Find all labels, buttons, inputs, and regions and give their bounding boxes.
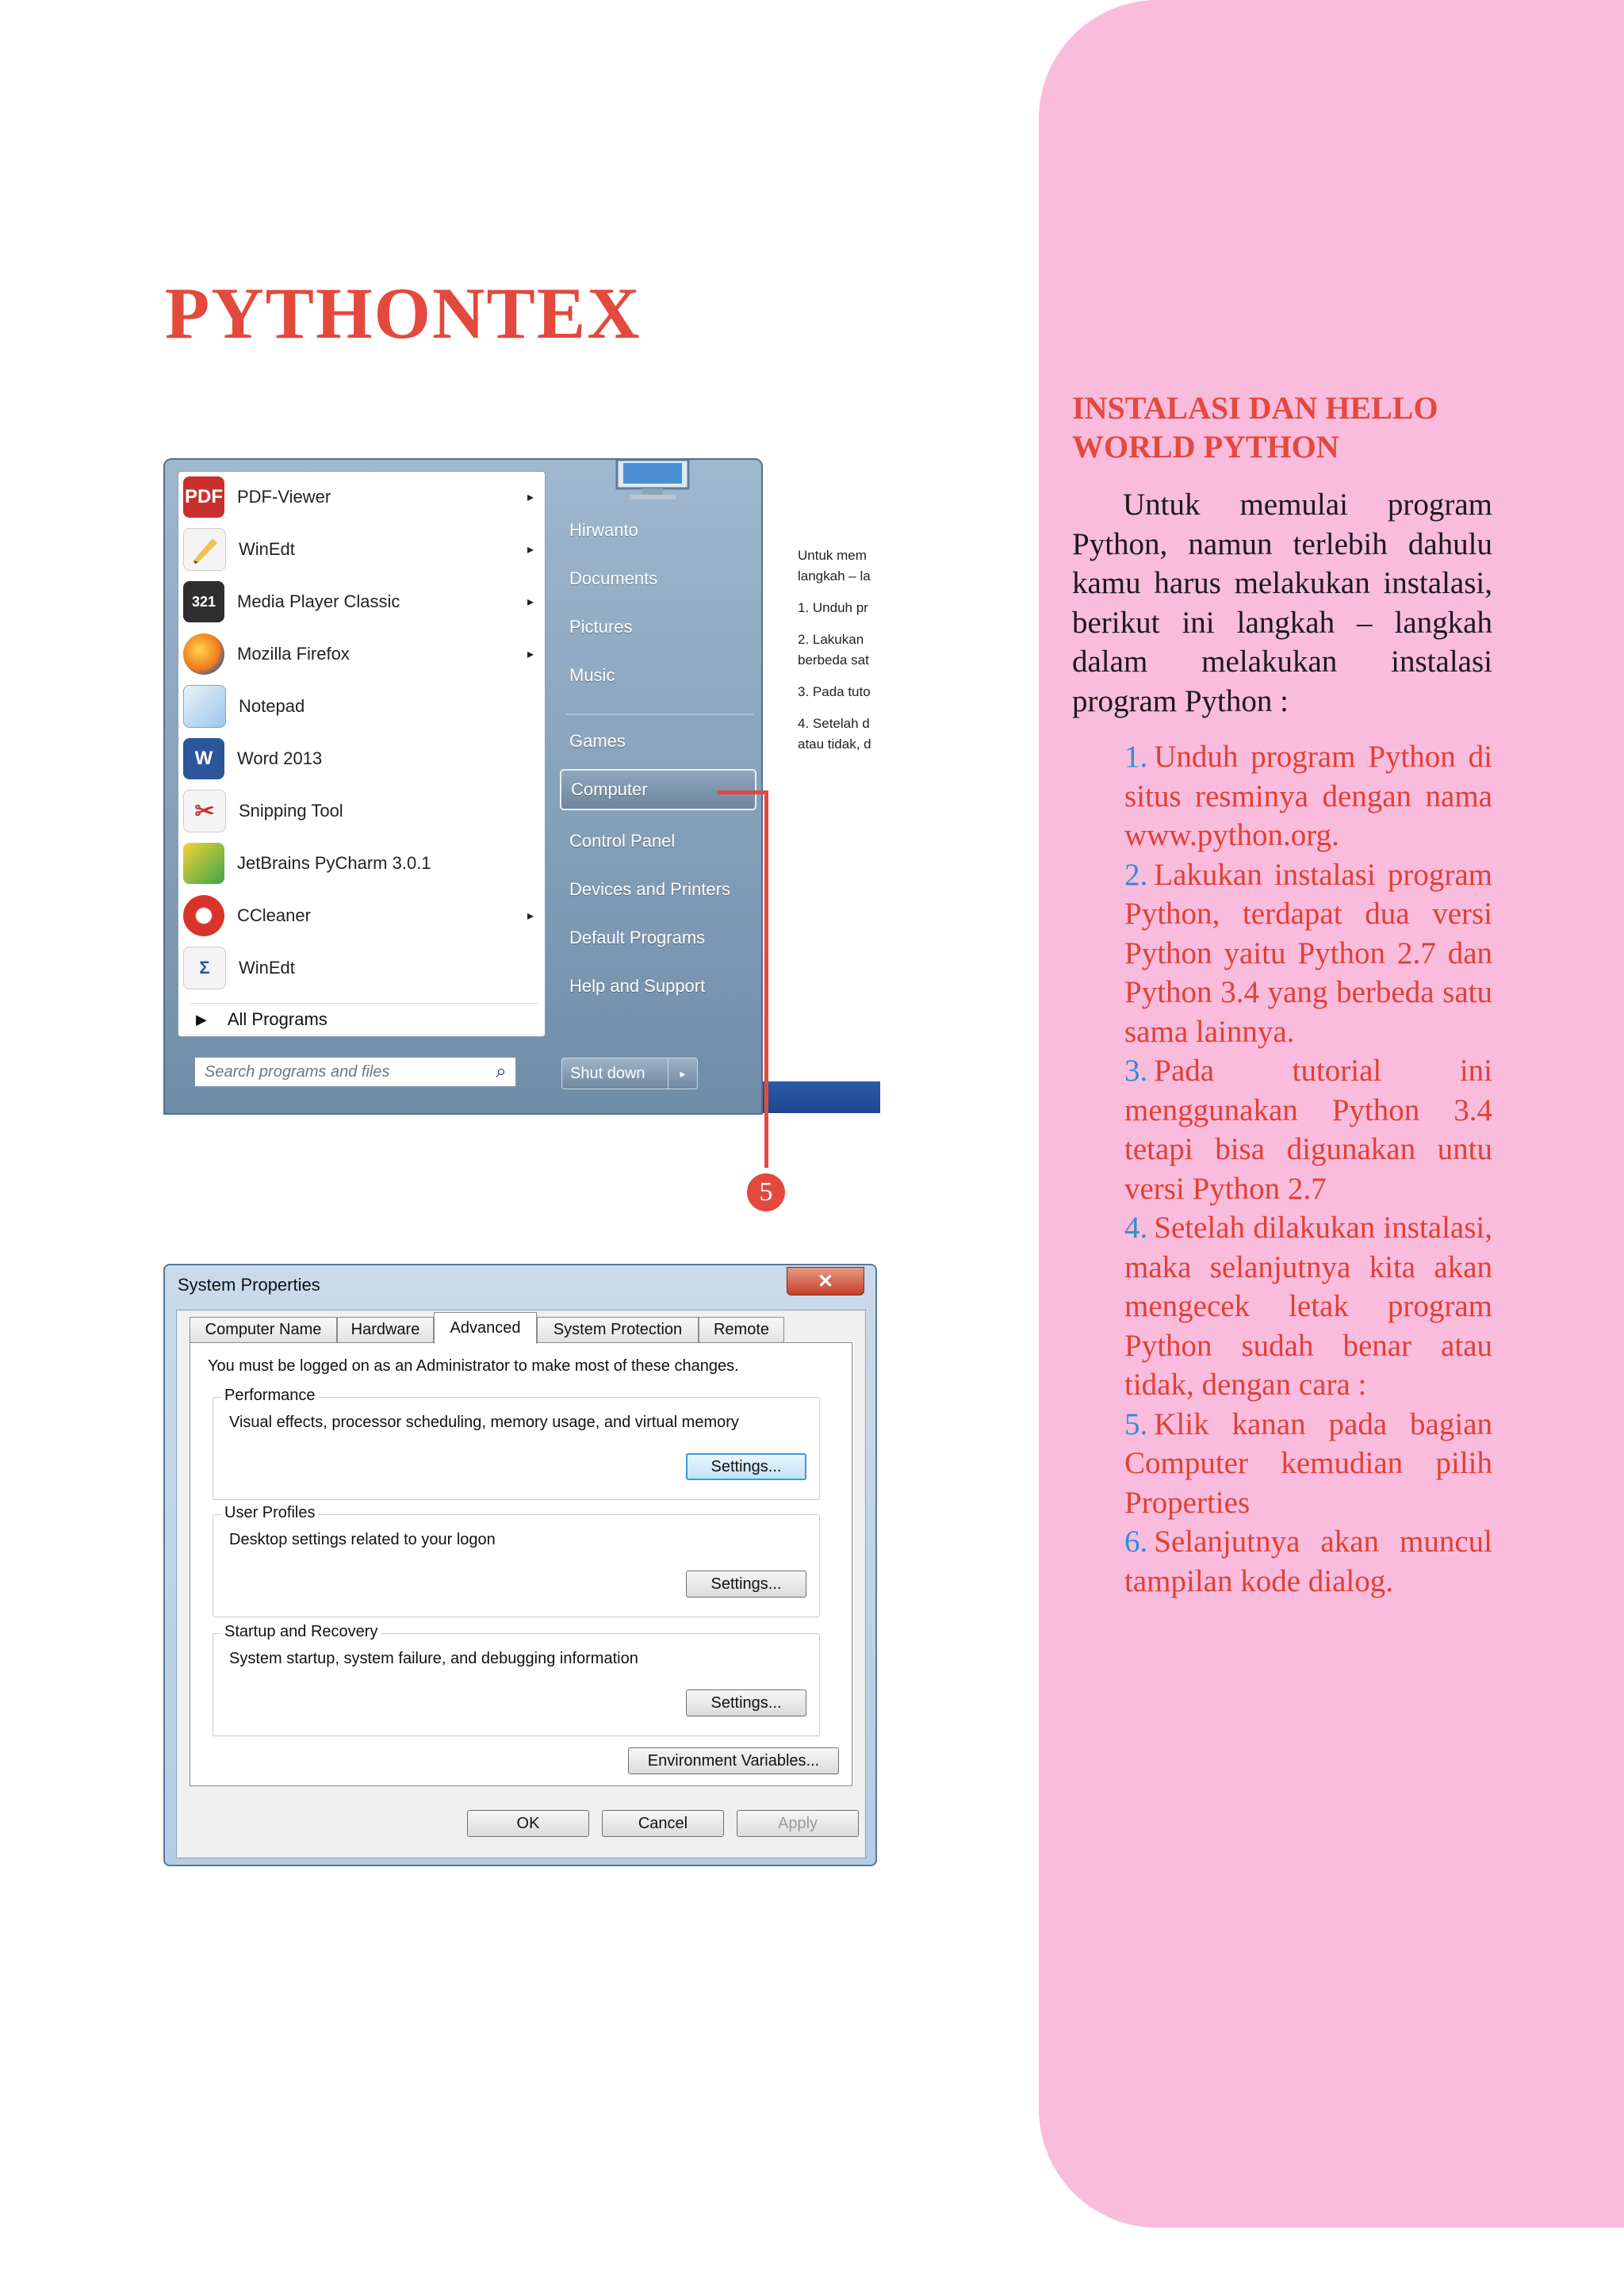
submenu-arrow-icon: ▸ — [527, 491, 534, 504]
pinned-programs-panel — [178, 471, 546, 1037]
sidebar-intro: Untuk memulai program Python, namun terlebih dahulu kamu harus melakukan instalasi, berikut ini langkah – langkah dalam melakukan instalasi program Python : — [1072, 488, 1492, 718]
group-description: Visual effects, processor scheduling, memory usage, and virtual memory — [229, 1414, 739, 1431]
admin-note: You must be logged on as an Administrator to make most of these changes. — [208, 1357, 739, 1375]
doc-line: berbeda sat — [798, 652, 869, 668]
doc-line: 4. Setelah d — [798, 716, 870, 731]
step-item — [1124, 1522, 1492, 1601]
winedt-icon — [183, 528, 226, 571]
program-item-winedt[interactable] — [183, 526, 538, 573]
program-item-mozilla-firefox[interactable] — [183, 630, 538, 678]
dialog-title: System Properties — [178, 1275, 320, 1295]
install-steps-list — [1124, 737, 1492, 1601]
expand-arrow-icon: ▶ — [196, 1011, 207, 1027]
submenu-arrow-icon: ▸ — [527, 543, 534, 557]
shutdown-options-arrow-icon[interactable]: ▸ — [668, 1058, 697, 1089]
doc-line: langkah – la — [798, 568, 871, 584]
menu-item-devices-printers[interactable]: Devices and Printers — [569, 879, 730, 899]
callout-number-badge: 5 — [747, 1173, 785, 1211]
winedt-icon: Σ — [183, 947, 226, 989]
search-input[interactable] — [195, 1062, 487, 1082]
pdf-viewer-icon: PDF — [183, 476, 224, 518]
start-search-box[interactable] — [193, 1056, 517, 1088]
program-label: WinEdt — [239, 958, 295, 978]
menu-item-games[interactable]: Games — [569, 731, 626, 751]
program-label: Snipping Tool — [239, 801, 343, 821]
doc-line: atau tidak, d — [798, 737, 871, 752]
program-item-notepad[interactable] — [183, 683, 538, 730]
menu-item-music[interactable]: Music — [569, 665, 615, 685]
snipping-tool-icon: ✂ — [183, 790, 226, 832]
callout-line — [764, 790, 768, 1168]
program-item-word-2013[interactable] — [183, 735, 538, 783]
all-programs-button[interactable] — [190, 1003, 538, 1035]
doc-line: 1. Unduh pr — [798, 600, 868, 615]
user-profiles-group — [213, 1504, 820, 1617]
submenu-arrow-icon: ▸ — [527, 595, 534, 609]
step-text: Setelah dilakukan instalasi, maka selanjutnya kita akan mengecek letak program Python sudah benar atau tidak, dengan cara : — [1124, 1211, 1492, 1402]
program-item-pdf-viewer[interactable] — [183, 473, 538, 521]
startup-recovery-settings-button[interactable]: Settings... — [686, 1689, 806, 1716]
step-number: 5. — [1124, 1406, 1148, 1441]
word-icon: W — [183, 738, 224, 779]
step-text: Klik kanan pada bagian Computer kemudian pilih Properties — [1124, 1406, 1492, 1520]
program-item-media-player-classic[interactable] — [183, 578, 538, 626]
program-label: CCleaner — [237, 905, 311, 925]
doc-line: 2. Lakukan — [798, 632, 864, 647]
pycharm-icon — [183, 843, 224, 884]
step-text: Lakukan instalasi program Python, terdapat dua versi Python yaitu Python 2.7 dan Python 3.4 yang berbeda satu sama lainnya. — [1124, 857, 1492, 1049]
background-document-text — [798, 545, 880, 766]
startup-recovery-group — [213, 1623, 820, 1736]
page-title: PYTHONTEX — [165, 273, 642, 354]
notepad-icon — [183, 685, 226, 728]
firefox-icon — [183, 633, 224, 675]
dialog-body — [176, 1310, 866, 1858]
program-item-winedt-2[interactable] — [183, 944, 538, 992]
step-item — [1124, 855, 1492, 1052]
sidebar-title: INSTALASI DAN HELLO WORLD PYTHON — [1072, 390, 1438, 465]
submenu-arrow-icon: ▸ — [527, 648, 534, 661]
submenu-arrow-icon: ▸ — [527, 909, 534, 923]
menu-item-default-programs[interactable]: Default Programs — [569, 928, 706, 947]
step-item — [1124, 1051, 1492, 1208]
step-number: 3. — [1124, 1054, 1148, 1088]
program-label: Word 2013 — [237, 748, 323, 768]
program-label: WinEdt — [239, 539, 295, 559]
step-text: Selanjutnya akan muncul tampilan kode dialog. — [1124, 1525, 1492, 1598]
close-button[interactable]: ✕ — [787, 1267, 864, 1295]
program-label: PDF-Viewer — [237, 487, 331, 507]
user-profiles-settings-button[interactable]: Settings... — [686, 1571, 806, 1598]
group-title: Startup and Recovery — [221, 1623, 381, 1641]
tab-advanced[interactable]: Advanced — [434, 1312, 537, 1344]
tab-computer-name[interactable]: Computer Name — [190, 1317, 337, 1342]
step-text: Unduh program Python di situs resminya dengan nama www.python.org. — [1124, 740, 1492, 852]
program-label: Mozilla Firefox — [237, 644, 350, 664]
program-item-pycharm[interactable] — [183, 840, 538, 887]
menu-item-control-panel[interactable]: Control Panel — [569, 831, 676, 851]
doc-line: Untuk mem — [798, 548, 867, 563]
all-programs-label: All Programs — [227, 1009, 327, 1029]
step-number: 1. — [1124, 740, 1148, 774]
tab-system-protection[interactable]: System Protection — [537, 1317, 699, 1342]
environment-variables-button[interactable]: Environment Variables... — [628, 1747, 839, 1774]
performance-settings-button[interactable]: Settings... — [686, 1453, 806, 1480]
program-label: JetBrains PyCharm 3.0.1 — [237, 853, 431, 873]
doc-line: 3. Pada tuto — [798, 684, 871, 699]
menu-item-pictures[interactable]: Pictures — [569, 617, 633, 637]
start-menu-frame — [163, 458, 763, 1115]
group-title: User Profiles — [221, 1504, 318, 1522]
shutdown-label: Shut down — [570, 1064, 645, 1082]
group-title: Performance — [221, 1387, 319, 1405]
group-description: System startup, system failure, and debugging information — [229, 1650, 638, 1667]
menu-separator — [566, 714, 753, 715]
callout-line — [717, 790, 768, 794]
step-item — [1124, 1405, 1492, 1523]
ok-button[interactable]: OK — [467, 1810, 589, 1837]
advanced-tab-panel — [190, 1342, 852, 1786]
menu-item-computer[interactable]: Computer — [560, 769, 756, 810]
tab-remote[interactable]: Remote — [699, 1317, 784, 1342]
step-number: 2. — [1124, 857, 1148, 892]
media-player-icon: 321 — [183, 581, 224, 622]
performance-group — [213, 1387, 820, 1500]
step-text: Pada tutorial ini menggunakan Python 3.4 tetapi bisa digunakan untu versi Python 2.7 — [1124, 1054, 1492, 1206]
step-number: 4. — [1124, 1211, 1148, 1245]
apply-button[interactable]: Apply — [737, 1810, 859, 1837]
program-label: Media Player Classic — [237, 591, 400, 611]
step-item — [1124, 737, 1492, 855]
cancel-button[interactable]: Cancel — [602, 1810, 724, 1837]
step-item — [1124, 1208, 1492, 1405]
computer-monitor-icon — [601, 460, 704, 501]
menu-item-help-support[interactable]: Help and Support — [569, 976, 706, 996]
menu-item-user[interactable]: Hirwanto — [569, 520, 638, 540]
program-label: Notepad — [239, 696, 305, 716]
ccleaner-icon — [183, 895, 224, 936]
group-description: Desktop settings related to your logon — [229, 1531, 496, 1548]
menu-item-documents[interactable]: Documents — [569, 568, 658, 588]
step-number: 6. — [1124, 1525, 1148, 1559]
search-icon: ⌕ — [496, 1061, 507, 1082]
program-item-ccleaner[interactable] — [183, 892, 538, 939]
start-menu-screenshot — [163, 458, 880, 1115]
system-properties-dialog — [163, 1264, 877, 1866]
tab-hardware[interactable]: Hardware — [337, 1317, 434, 1342]
program-item-snipping-tool[interactable] — [183, 787, 538, 835]
shutdown-button[interactable] — [561, 1058, 698, 1089]
